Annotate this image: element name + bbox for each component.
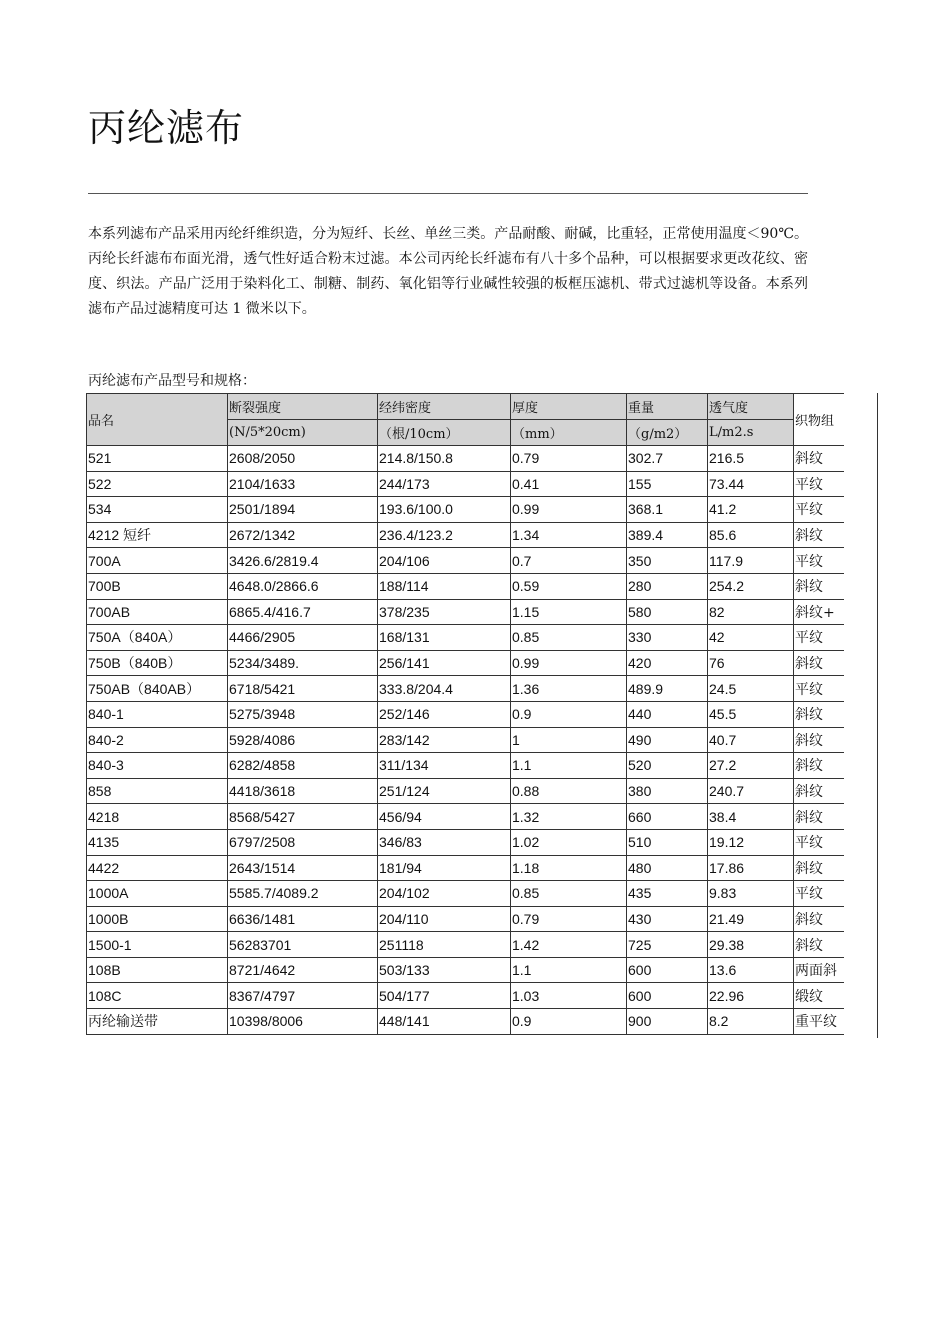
cell-permeability: 9.83 bbox=[708, 881, 794, 907]
cell-thickness: 0.7 bbox=[511, 548, 627, 574]
cell-weave: 平纹 bbox=[794, 829, 844, 855]
intro-paragraph: 本系列滤布产品采用丙纶纤维织造，分为短纤、长丝、单丝三类。产品耐酸、耐碱，比重轻，正常使用温度＜90℃。丙纶长纤滤布布面光滑，透气性好适合粉末过滤。本公司丙纶长纤滤布有八十多个品种，可以根据要求更改花纹、密度、织法。产品广泛用于染料化工、制糖、制药、氧化铝等行业碱性较强的板框压滤机、带式过滤机等设备。本系列滤布产品过滤精度可达 1 微米以下。 bbox=[88, 226, 808, 317]
cell-density: 252/146 bbox=[378, 701, 511, 727]
cell-thickness: 0.41 bbox=[511, 471, 627, 497]
cell-permeability: 19.12 bbox=[708, 829, 794, 855]
table-right-border bbox=[877, 393, 878, 1038]
table-row bbox=[87, 829, 844, 855]
cell-name: 840-1 bbox=[87, 701, 228, 727]
cell-permeability: 240.7 bbox=[708, 778, 794, 804]
table-row bbox=[87, 625, 844, 651]
cell-weave: 斜纹 bbox=[794, 701, 844, 727]
cell-thickness: 1.1 bbox=[511, 957, 627, 983]
cell-thickness: 0.85 bbox=[511, 625, 627, 651]
table-row bbox=[87, 676, 844, 702]
table-caption: 丙纶滤布产品型号和规格： bbox=[88, 373, 256, 389]
cell-weave: 平纹 bbox=[794, 548, 844, 574]
cell-density: 244/173 bbox=[378, 471, 511, 497]
cell-weave: 斜纹 bbox=[794, 906, 844, 932]
cell-weave: 斜纹 bbox=[794, 573, 844, 599]
cell-name: 750B（840B） bbox=[87, 650, 228, 676]
cell-density: 504/177 bbox=[378, 983, 511, 1009]
cell-permeability: 82 bbox=[708, 599, 794, 625]
cell-permeability: 13.6 bbox=[708, 957, 794, 983]
cell-weave: 平纹 bbox=[794, 881, 844, 907]
table-row bbox=[87, 957, 844, 983]
cell-density: 181/94 bbox=[378, 855, 511, 881]
cell-strength: 2104/1633 bbox=[228, 471, 378, 497]
cell-weight: 302.7 bbox=[627, 446, 708, 472]
cell-density: 503/133 bbox=[378, 957, 511, 983]
cell-weight: 510 bbox=[627, 829, 708, 855]
cell-weave: 斜纹 bbox=[794, 727, 844, 753]
cell-thickness: 0.59 bbox=[511, 573, 627, 599]
cell-permeability: 216.5 bbox=[708, 446, 794, 472]
table-row bbox=[87, 1009, 844, 1035]
cell-permeability: 8.2 bbox=[708, 1009, 794, 1035]
cell-name: 840-3 bbox=[87, 753, 228, 779]
cell-strength: 6636/1481 bbox=[228, 906, 378, 932]
header-permeability-unit: L/m2.s bbox=[708, 420, 794, 446]
table-row bbox=[87, 701, 844, 727]
cell-weave: 斜纹 bbox=[794, 778, 844, 804]
cell-density: 256/141 bbox=[378, 650, 511, 676]
cell-weight: 430 bbox=[627, 906, 708, 932]
cell-weight: 389.4 bbox=[627, 522, 708, 548]
cell-name: 4212 短纤 bbox=[87, 522, 228, 548]
cell-thickness: 0.85 bbox=[511, 881, 627, 907]
table-row bbox=[87, 650, 844, 676]
header-name: 品名 bbox=[87, 394, 228, 446]
cell-weave: 两面斜 bbox=[794, 957, 844, 983]
cell-weave: 平纹 bbox=[794, 625, 844, 651]
cell-name: 750A（840A） bbox=[87, 625, 228, 651]
cell-name: 750AB（840AB） bbox=[87, 676, 228, 702]
page-title: 丙纶滤布 bbox=[88, 106, 245, 150]
table-row bbox=[87, 855, 844, 881]
table-row bbox=[87, 804, 844, 830]
cell-weight: 435 bbox=[627, 881, 708, 907]
cell-strength: 4418/3618 bbox=[228, 778, 378, 804]
cell-weight: 660 bbox=[627, 804, 708, 830]
cell-weight: 368.1 bbox=[627, 497, 708, 523]
cell-name: 700AB bbox=[87, 599, 228, 625]
cell-permeability: 76 bbox=[708, 650, 794, 676]
cell-weight: 330 bbox=[627, 625, 708, 651]
cell-weave: 重平纹 bbox=[794, 1009, 844, 1035]
cell-thickness: 1.15 bbox=[511, 599, 627, 625]
cell-density: 214.8/150.8 bbox=[378, 446, 511, 472]
cell-name: 858 bbox=[87, 778, 228, 804]
cell-strength: 8367/4797 bbox=[228, 983, 378, 1009]
cell-weight: 440 bbox=[627, 701, 708, 727]
cell-name: 4218 bbox=[87, 804, 228, 830]
cell-strength: 4648.0/2866.6 bbox=[228, 573, 378, 599]
cell-density: 448/141 bbox=[378, 1009, 511, 1035]
cell-thickness: 1.02 bbox=[511, 829, 627, 855]
cell-strength: 8568/5427 bbox=[228, 804, 378, 830]
cell-weave: 缎纹 bbox=[794, 983, 844, 1009]
spec-table bbox=[86, 393, 844, 1035]
cell-permeability: 73.44 bbox=[708, 471, 794, 497]
cell-weight: 489.9 bbox=[627, 676, 708, 702]
table-row bbox=[87, 446, 844, 472]
header-weave: 织物组 bbox=[794, 394, 844, 446]
cell-name: 4422 bbox=[87, 855, 228, 881]
cell-strength: 5275/3948 bbox=[228, 701, 378, 727]
cell-weave: 平纹 bbox=[794, 471, 844, 497]
cell-weight: 280 bbox=[627, 573, 708, 599]
cell-density: 378/235 bbox=[378, 599, 511, 625]
cell-weave: 平纹 bbox=[794, 676, 844, 702]
table-row bbox=[87, 906, 844, 932]
cell-permeability: 29.38 bbox=[708, 932, 794, 958]
cell-weave: 平纹 bbox=[794, 497, 844, 523]
table-row bbox=[87, 599, 844, 625]
cell-density: 204/110 bbox=[378, 906, 511, 932]
cell-strength: 2608/2050 bbox=[228, 446, 378, 472]
cell-name: 522 bbox=[87, 471, 228, 497]
cell-weight: 350 bbox=[627, 548, 708, 574]
cell-weight: 420 bbox=[627, 650, 708, 676]
cell-thickness: 1.34 bbox=[511, 522, 627, 548]
cell-name: 700A bbox=[87, 548, 228, 574]
header-weight-unit: （g/m2） bbox=[627, 420, 708, 446]
header-thickness-unit: （mm） bbox=[511, 420, 627, 446]
table-row bbox=[87, 753, 844, 779]
cell-thickness: 1.03 bbox=[511, 983, 627, 1009]
title-divider bbox=[88, 193, 808, 194]
cell-weight: 480 bbox=[627, 855, 708, 881]
cell-permeability: 254.2 bbox=[708, 573, 794, 599]
cell-thickness: 0.88 bbox=[511, 778, 627, 804]
cell-weight: 600 bbox=[627, 957, 708, 983]
cell-permeability: 42 bbox=[708, 625, 794, 651]
cell-thickness: 1.32 bbox=[511, 804, 627, 830]
cell-thickness: 1.18 bbox=[511, 855, 627, 881]
cell-weight: 900 bbox=[627, 1009, 708, 1035]
cell-weight: 380 bbox=[627, 778, 708, 804]
cell-strength: 8721/4642 bbox=[228, 957, 378, 983]
table-row bbox=[87, 522, 844, 548]
cell-density: 193.6/100.0 bbox=[378, 497, 511, 523]
cell-weight: 580 bbox=[627, 599, 708, 625]
cell-strength: 56283701 bbox=[228, 932, 378, 958]
cell-thickness: 1.1 bbox=[511, 753, 627, 779]
cell-name: 1000B bbox=[87, 906, 228, 932]
cell-permeability: 40.7 bbox=[708, 727, 794, 753]
cell-permeability: 21.49 bbox=[708, 906, 794, 932]
cell-name: 108B bbox=[87, 957, 228, 983]
cell-thickness: 0.79 bbox=[511, 906, 627, 932]
table-row bbox=[87, 881, 844, 907]
cell-density: 251118 bbox=[378, 932, 511, 958]
cell-density: 204/102 bbox=[378, 881, 511, 907]
cell-thickness: 1.42 bbox=[511, 932, 627, 958]
cell-density: 311/134 bbox=[378, 753, 511, 779]
cell-weave: 斜纹 bbox=[794, 804, 844, 830]
cell-thickness: 0.9 bbox=[511, 1009, 627, 1035]
cell-density: 236.4/123.2 bbox=[378, 522, 511, 548]
table-row bbox=[87, 778, 844, 804]
cell-density: 168/131 bbox=[378, 625, 511, 651]
cell-thickness: 0.79 bbox=[511, 446, 627, 472]
cell-permeability: 17.86 bbox=[708, 855, 794, 881]
cell-name: 4135 bbox=[87, 829, 228, 855]
cell-density: 251/124 bbox=[378, 778, 511, 804]
cell-thickness: 1.36 bbox=[511, 676, 627, 702]
cell-strength: 3426.6/2819.4 bbox=[228, 548, 378, 574]
cell-name: 1500-1 bbox=[87, 932, 228, 958]
cell-permeability: 85.6 bbox=[708, 522, 794, 548]
cell-density: 204/106 bbox=[378, 548, 511, 574]
cell-name: 丙纶输送带 bbox=[87, 1009, 228, 1035]
cell-thickness: 0.99 bbox=[511, 650, 627, 676]
table-row bbox=[87, 573, 844, 599]
cell-density: 456/94 bbox=[378, 804, 511, 830]
table-row bbox=[87, 727, 844, 753]
cell-name: 108C bbox=[87, 983, 228, 1009]
header-strength: 断裂强度 bbox=[228, 394, 378, 420]
cell-permeability: 38.4 bbox=[708, 804, 794, 830]
cell-thickness: 0.9 bbox=[511, 701, 627, 727]
cell-strength: 2501/1894 bbox=[228, 497, 378, 523]
cell-density: 188/114 bbox=[378, 573, 511, 599]
cell-permeability: 45.5 bbox=[708, 701, 794, 727]
cell-thickness: 1 bbox=[511, 727, 627, 753]
cell-permeability: 24.5 bbox=[708, 676, 794, 702]
cell-permeability: 41.2 bbox=[708, 497, 794, 523]
cell-weave: 斜纹 bbox=[794, 855, 844, 881]
cell-density: 283/142 bbox=[378, 727, 511, 753]
cell-name: 840-2 bbox=[87, 727, 228, 753]
cell-strength: 6797/2508 bbox=[228, 829, 378, 855]
cell-permeability: 27.2 bbox=[708, 753, 794, 779]
cell-weave: 斜纹 bbox=[794, 753, 844, 779]
table-row bbox=[87, 932, 844, 958]
cell-weave: 斜纹+ bbox=[794, 599, 844, 625]
cell-strength: 10398/8006 bbox=[228, 1009, 378, 1035]
cell-name: 534 bbox=[87, 497, 228, 523]
cell-weight: 725 bbox=[627, 932, 708, 958]
cell-strength: 5234/3489. bbox=[228, 650, 378, 676]
cell-weight: 520 bbox=[627, 753, 708, 779]
header-permeability: 透气度 bbox=[708, 394, 794, 420]
cell-weave: 斜纹 bbox=[794, 932, 844, 958]
cell-strength: 6282/4858 bbox=[228, 753, 378, 779]
cell-thickness: 0.99 bbox=[511, 497, 627, 523]
cell-weave: 斜纹 bbox=[794, 446, 844, 472]
cell-strength: 5928/4086 bbox=[228, 727, 378, 753]
cell-name: 1000A bbox=[87, 881, 228, 907]
cell-strength: 4466/2905 bbox=[228, 625, 378, 651]
table-row bbox=[87, 497, 844, 523]
cell-density: 346/83 bbox=[378, 829, 511, 855]
cell-weave: 斜纹 bbox=[794, 522, 844, 548]
cell-permeability: 117.9 bbox=[708, 548, 794, 574]
cell-strength: 2672/1342 bbox=[228, 522, 378, 548]
cell-permeability: 22.96 bbox=[708, 983, 794, 1009]
header-density-unit: （根/10cm） bbox=[378, 420, 511, 446]
cell-name: 700B bbox=[87, 573, 228, 599]
cell-weight: 600 bbox=[627, 983, 708, 1009]
cell-name: 521 bbox=[87, 446, 228, 472]
cell-weave: 斜纹 bbox=[794, 650, 844, 676]
header-weight: 重量 bbox=[627, 394, 708, 420]
header-density: 经纬密度 bbox=[378, 394, 511, 420]
cell-weight: 155 bbox=[627, 471, 708, 497]
cell-strength: 2643/1514 bbox=[228, 855, 378, 881]
cell-strength: 6718/5421 bbox=[228, 676, 378, 702]
cell-strength: 5585.7/4089.2 bbox=[228, 881, 378, 907]
cell-strength: 6865.4/416.7 bbox=[228, 599, 378, 625]
header-strength-unit: (N/5*20cm) bbox=[228, 420, 378, 446]
table-row bbox=[87, 983, 844, 1009]
table-row bbox=[87, 548, 844, 574]
header-thickness: 厚度 bbox=[511, 394, 627, 420]
cell-density: 333.8/204.4 bbox=[378, 676, 511, 702]
cell-weight: 490 bbox=[627, 727, 708, 753]
table-row bbox=[87, 471, 844, 497]
